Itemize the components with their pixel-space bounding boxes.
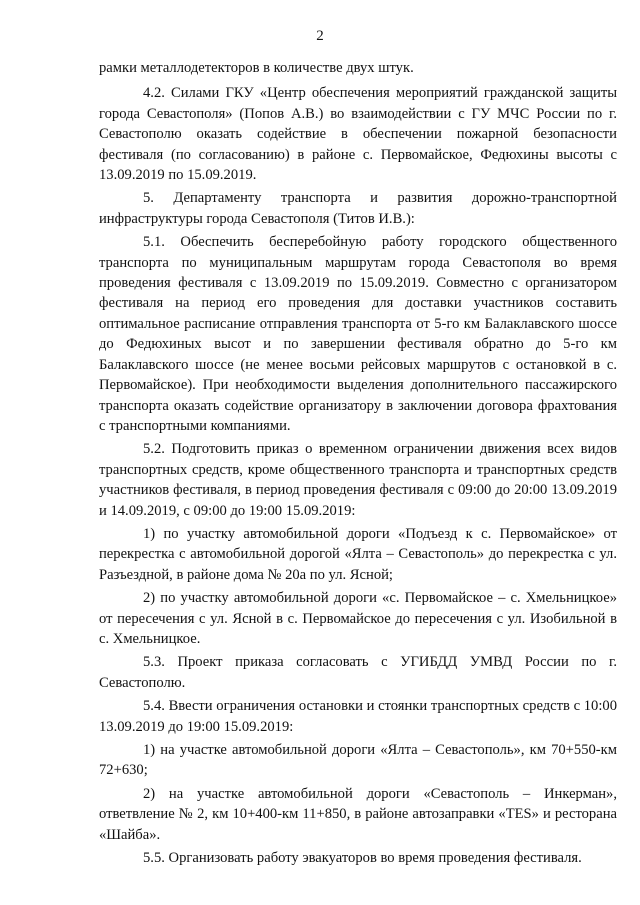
paragraph-5: 5. Департаменту транспорта и развития дорожно-транспортной инфраструктуры города Севастополя (Титов И.В.): [99,190,617,227]
page-number: 2 [316,28,324,44]
paragraph-continuation: рамки металлодетекторов в количестве двух штук. [99,60,414,76]
paragraph-5-1: 5.1. Обеспечить бесперебойную работу городского общественного транспорта по муниципальным маршрутам города Севастополя во время проведения фестиваля с 13.09.2019 по 15.09.2019. Совместно с организатором фестиваля на период его проведения для доставки участников составить оптимальное расписание отправления транспорта от 5-го км Балаклавского шоссе до Федюхиных высот и по завершении фестиваля обратно до 5-го км Балаклавского шоссе (не менее восьми рейсовых маршрутов с остановкой в с. Первомайское). При необходимости выделения дополнительного пассажирского транспорта оказать содействие организатору в заключении договора фрахтования с транспортными компаниями. [99,234,617,434]
paragraph-5-3: 5.3. Проект приказа согласовать с УГИБДД УМВД России по г. Севастополю. [99,654,617,691]
document-body [99,58,617,871]
paragraph-4-2: 4.2. Силами ГКУ «Центр обеспечения мероприятий гражданской защиты города Севастополя» (Попов А.В.) во взаимодействии с ГУ МЧС России по г. Севастополю оказать содействие в обеспечении пожарной безопасности фестиваля (по согласованию) в районе с. Первомайское, Федюхины высоты с 13.09.2019 по 15.09.2019. [99,85,617,184]
paragraph-5-4: 5.4. Ввести ограничения остановки и стоянки транспортных средств с 10:00 13.09.2019 до 19:00 15.09.2019: [99,698,617,735]
paragraph-5-2: 5.2. Подготовить приказ о временном ограничении движения всех видов транспортных средств, кроме общественного транспорта и транспортных средств участников фестиваля, в период проведения фестиваля с 09:00 до 20:00 13.09.2019 и 14.09.2019, с 09:00 до 19:00 15.09.2019: [99,441,617,519]
paragraph-5-2-item-1: 1) по участку автомобильной дороги «Подъезд к с. Первомайское» от перекрестка с автомобильной дорогой «Ялта – Севастополь» до перекрестка с ул. Разъездной, в районе дома № 20а по ул. Ясной; [99,525,617,583]
paragraph-5-5: 5.5. Организовать работу эвакуаторов во время проведения фестиваля. [143,850,582,867]
paragraph-5-2-item-2: 2) по участку автомобильной дороги «с. Первомайское – с. Хмельницкое» от пересечения с ул. Ясной в с. Первомайское до пересечения с ул. Изобильной в с. Хмельницкое. [99,590,617,647]
paragraph-5-4-item-1: 1) на участке автомобильной дороги «Ялта – Севастополь», км 70+550-км 72+630; [99,742,617,779]
paragraph-5-4-item-2: 2) на участке автомобильной дороги «Севастополь – Инкерман», ответвление № 2, км 10+400-км 11+850, в районе автозаправки «TES» и ресторана «Шайба». [99,785,617,843]
